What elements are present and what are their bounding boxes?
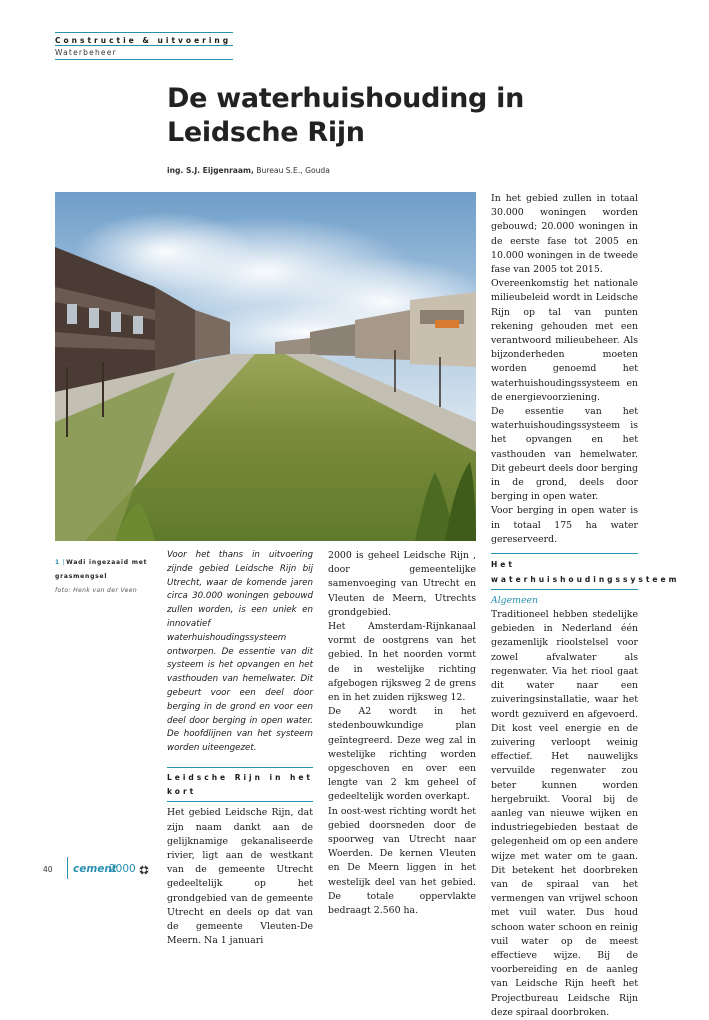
col3-paragraph-3: De A2 wordt in het stedenbouwkundige plan geïntegreerd. Deze weg zal in westelijke richting worden opgeschoven en over een lengte van 2 km geheel of gedeeltelijk worden overkapt. [328, 706, 476, 803]
photo-illustration [55, 192, 476, 541]
column-2 [167, 549, 313, 948]
section1-paragraph: Het gebied Leidsche Rijn, dat zijn naam dankt aan de gelijknamige gekanaliseerde rivier, ligt aan de westkant van de gemeente Utrecht gedeeltelijk op het grondgebied van de gemeente Utrecht en deels op dat van de gemeente Vleuten-De Meern. Na 1 januari [167, 807, 313, 947]
col3-paragraph-1: 2000 is geheel Leidsche Rijn , door gemeentelijke samenvoeging van Utrecht en Vleuten de Meern, Utrechts grondgebied. [328, 550, 476, 618]
col4-paragraph-1: In het gebied zullen in totaal 30.000 woningen worden gebouwd; 20.000 woningen in de eerste fase tot 2005 en 10.000 woningen in de tweede fase van 2005 tot 2015. [491, 193, 638, 276]
lead-paragraph: Voor het thans in uitvoering zijnde gebied Leidsche Rijn bij Utrecht, waar de komende jaren circa 30.000 woningen gebouwd zullen worden, is een uniek en innovatief waterhuishoudingssysteem ontworpen. De essentie van dit systeem is het opvangen en het vasthouden van hemelwater. Dit gebeurt voor een deel door berging in de grond en voor een deel door berging in open water. De hoofdlijnen van het systeem worden uiteengezet. [167, 550, 313, 754]
photo-wadi [55, 192, 476, 541]
figure-caption [55, 556, 163, 598]
page-number: 40 [43, 865, 53, 874]
figure-number: 1 [55, 559, 60, 566]
magazine-name: cement [73, 863, 117, 875]
article-title: De waterhuishouding in Leidsche Rijn [167, 83, 524, 148]
section-heading-leidsche-rijn: Leidsche Rijn in het kort [167, 772, 313, 797]
section-heading-box [167, 767, 313, 802]
col4-paragraph-5: Traditioneel hebben stedelijke gebieden in Nederland één gezamenlijk rioolstelsel voor zowel afvalwater als regenwater. Via het riool gaat dit water naar een zuiveringsinstallatie, waar het wordt gezuiverd en afgevoerd. Dit kost veel energie en de zuivering verloopt weinig effectief. Het nauwelijks vervuilde regenwater zou beter kunnen worden hergebruikt. Vooral bij de aanleg van nieuwe wijken en industriegebieden bestaat de gelegenheid om op een andere wijze met water om te gaan. Dit betekent het doorbreken van de spiraal van het vermengen van vrijwel schoon met vuil water. Dus houd schoon water schoon en reinig vuil water op de meest effectieve wijze. Bij de voorbereiding en de aanleg van Leidsche Rijn heeft het Projectbureau Leidsche Rijn deze spiraal doorbroken. [491, 609, 638, 1018]
col3-paragraph-2: Het Amsterdam-Rijnkanaal vormt de oostgrens van het gebied. In het noorden vormt de in westelijke richting afgebogen rijksweg 2 de grens en in het zuiden rijksweg 12. [328, 621, 476, 704]
header-rule-top [55, 32, 233, 33]
section-heading-box-2 [491, 553, 680, 590]
header-rule-bottom [55, 59, 233, 60]
col4-paragraph-3: De essentie van het waterhuishoudingssysteem is het opvangen en het vasthouden van hemelwater. Dit gebeurt deels door berging in de grond, deels door berging in open water. [491, 406, 638, 503]
section-subrubric: Waterbeheer [55, 48, 117, 57]
magazine-year: 2000 [109, 863, 136, 875]
header-rule-middle [55, 45, 233, 46]
column-3 [328, 549, 476, 918]
column-4 [491, 192, 680, 1020]
caption-text: Wadi ingezaaid met grasmengsel [55, 559, 148, 580]
footer-divider [67, 857, 68, 879]
section-rubric: Constructie & uitvoering [55, 36, 232, 45]
col4-paragraph-2: Overeenkomstig het nationale milieubeleid wordt in Leidsche Rijn op tal van punten rekening gehouden met een verantwoord milieubeheer. Als bijzonderheden moeten worden genoemd het waterhuishoudingssysteem en de energievoorziening. [491, 278, 638, 403]
photo-credit: foto: Henk van der Veen [55, 587, 138, 594]
col3-paragraph-4: In oost-west richting wordt het gebied doorsneden door de spoorweg van Utrecht naar Woerden. De kernen Vleuten en De Meern liggen in het westelijk deel van het gebied. De totale oppervlakte bedraagt 2.560 ha. [328, 805, 476, 917]
section-heading-waterhuishouding: Het waterhuishoudingssysteem [491, 560, 680, 585]
author-affiliation: Bureau S.E., Gouda [253, 166, 330, 175]
caption-separator: | [62, 559, 67, 566]
col4-paragraph-4: Voor berging in open water is in totaal 175 ha water gereserveerd. [491, 505, 638, 545]
author-name: ing. S.J. Eijgenraam, [167, 166, 254, 175]
subheading-algemeen: Algemeen [491, 595, 538, 607]
byline [167, 166, 330, 175]
magazine-logo-icon [139, 865, 149, 875]
